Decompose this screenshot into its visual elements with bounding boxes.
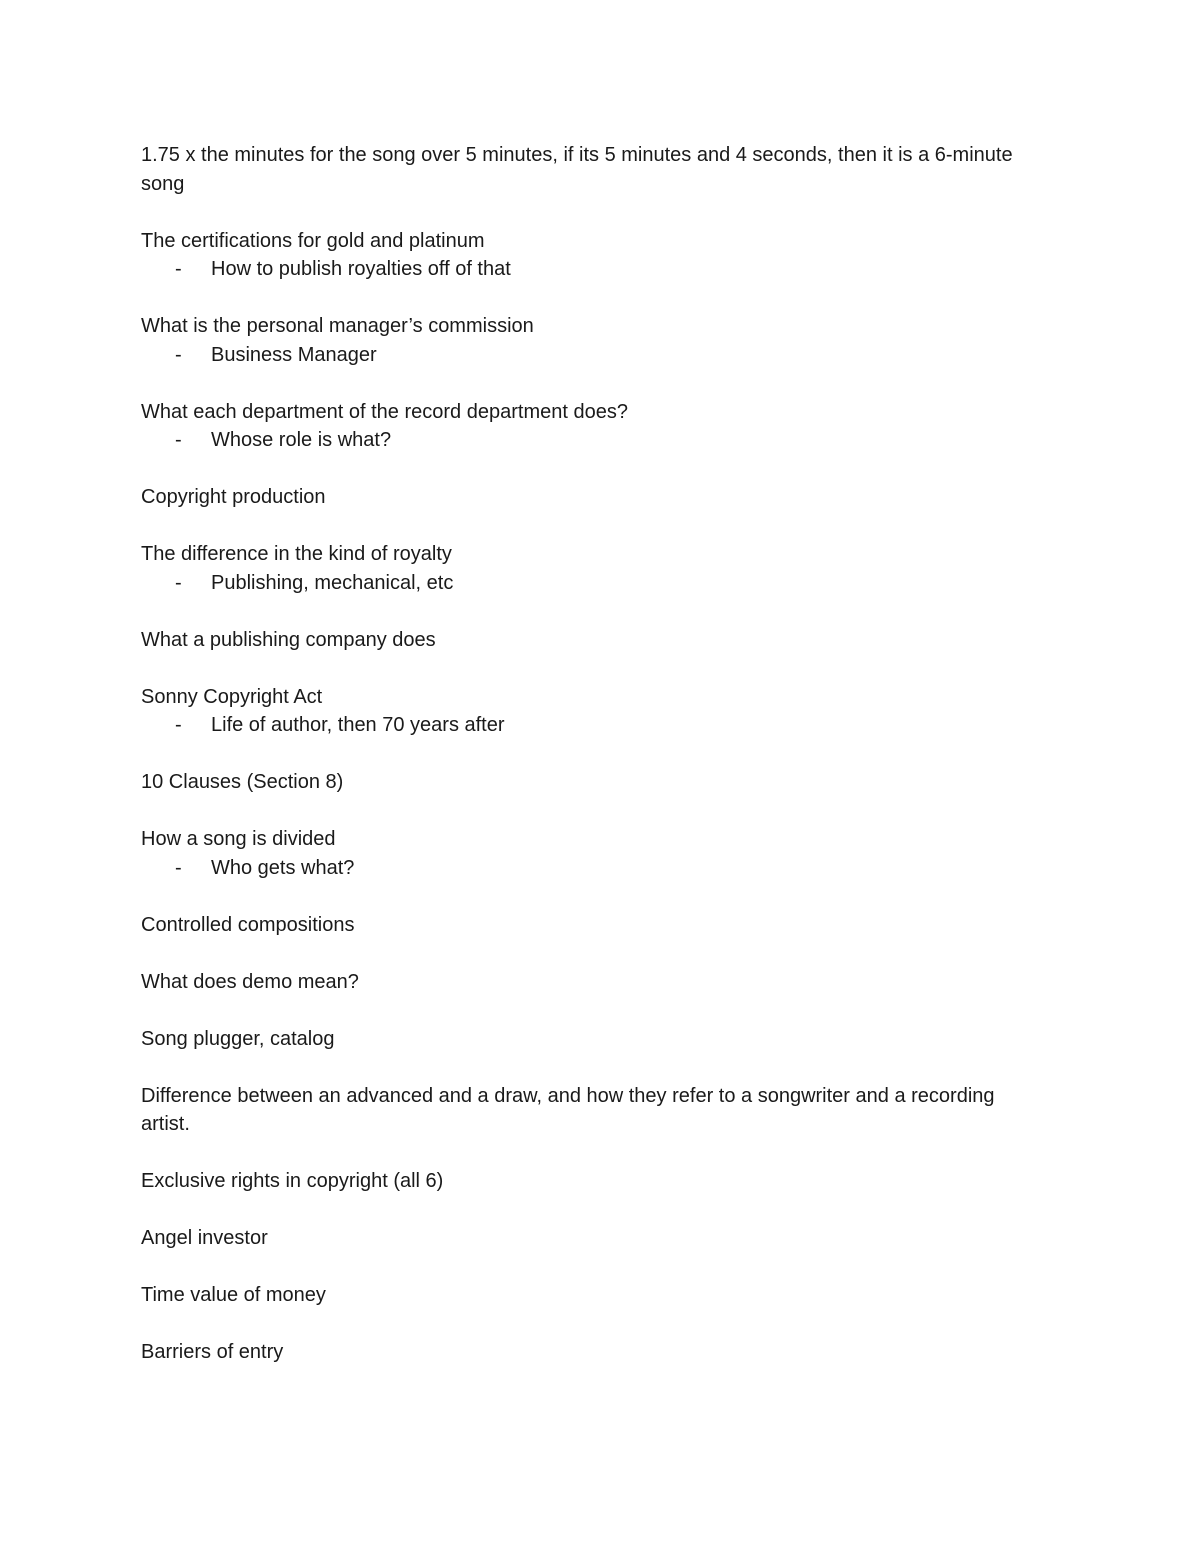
note-item [141, 1167, 1031, 1196]
note-item [141, 683, 1031, 740]
sub-list [141, 255, 1031, 284]
sub-item [141, 426, 1031, 455]
dash-bullet: - [175, 714, 182, 736]
sub-item [141, 255, 1031, 284]
note-text: What does demo mean? [141, 970, 359, 993]
sub-list [141, 426, 1031, 455]
sub-list [141, 854, 1031, 883]
note-text: 10 Clauses (Section 8) [141, 771, 344, 793]
notes-body [141, 141, 1031, 1395]
note-item [141, 626, 1031, 655]
note-item [141, 1338, 1031, 1367]
note-item [141, 398, 1031, 455]
note-item [141, 968, 1031, 997]
note-text: Exclusive rights in copyright (all 6) [141, 1170, 444, 1192]
dash-bullet: - [175, 429, 182, 451]
note-text: Time value of money [141, 1284, 326, 1306]
note-text: Difference between an advanced and a draw, and how they refer to a songwriter and a recording artist. [141, 1084, 995, 1135]
sub-list [141, 569, 1031, 598]
sub-item-text: Whose role is what? [211, 429, 392, 451]
note-text: What each department of the record department does? [141, 400, 628, 423]
note-text: 1.75 x the minutes for the song over 5 minutes, if its 5 minutes and 4 seconds, then it is a 6-minute song [141, 144, 1013, 195]
note-text: Angel investor [141, 1227, 268, 1249]
note-item [141, 1082, 1031, 1139]
note-item [141, 1281, 1031, 1310]
dash-bullet: - [175, 856, 182, 879]
sub-item [141, 854, 1031, 883]
dash-bullet: - [175, 258, 182, 280]
note-text: How a song is divided [141, 828, 336, 850]
note-item [141, 312, 1031, 369]
note-text: What is the personal manager’s commission [141, 315, 534, 337]
note-item [141, 768, 1031, 797]
note-text: Copyright production [141, 486, 326, 508]
note-text: Controlled compositions [141, 913, 355, 936]
note-text: Barriers of entry [141, 1341, 284, 1363]
sub-item-text: Business Manager [211, 343, 377, 366]
note-text: Sonny Copyright Act [141, 685, 323, 708]
note-item [141, 227, 1031, 284]
sub-item [141, 711, 1031, 740]
sub-list [141, 341, 1031, 370]
note-item [141, 540, 1031, 597]
sub-list [141, 711, 1031, 740]
note-text: The certifications for gold and platinum [141, 229, 485, 252]
note-text: The difference in the kind of royalty [141, 543, 452, 565]
note-item [141, 911, 1031, 940]
sub-item-text: Publishing, mechanical, etc [211, 571, 454, 594]
sub-item [141, 341, 1031, 370]
sub-item-text: Life of author, then 70 years after [211, 714, 505, 736]
note-item [141, 141, 1031, 198]
note-item [141, 483, 1031, 512]
note-text: What a publishing company does [141, 628, 436, 651]
sub-item [141, 569, 1031, 598]
dash-bullet: - [175, 571, 182, 594]
note-item [141, 1025, 1031, 1054]
sub-item-text: How to publish royalties off of that [211, 258, 511, 280]
note-item [141, 1224, 1031, 1253]
note-item [141, 825, 1031, 882]
dash-bullet: - [175, 343, 182, 366]
note-text: Song plugger, catalog [141, 1027, 335, 1050]
sub-item-text: Who gets what? [211, 856, 355, 879]
